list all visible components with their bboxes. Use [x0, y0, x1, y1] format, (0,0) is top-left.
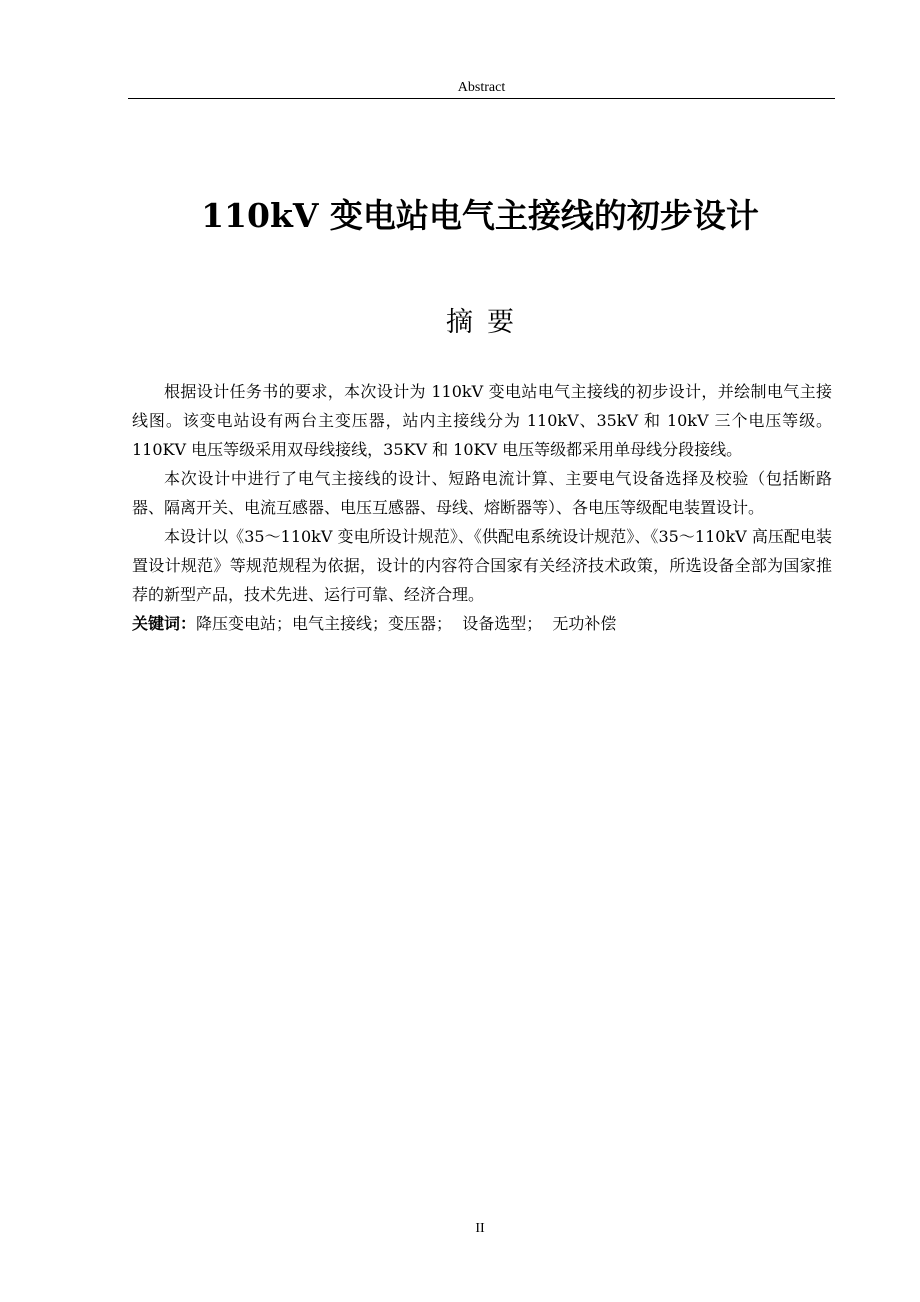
abstract-paragraph-2: 本次设计中进行了电气主接线的设计、短路电流计算、主要电气设备选择及校验（包括断路器、隔离开关、电流互感器、电压互感器、母线、熔断器等）、各电压等级配电装置设计。 — [132, 469, 832, 517]
abstract-body — [132, 377, 832, 638]
abstract-heading: 摘要 — [446, 307, 528, 338]
abstract-paragraph-1: 根据设计任务书的要求，本次设计为 110kV 变电站电气主接线的初步设计，并绘制电气主接线图。该变电站设有两台主变压器，站内主接线分为 110kV、35kV 和 10kV 三个电压等级。110KV 电压等级采用双母线接线，35KV 和 10KV 电压等级都采用单母线分段接线。 — [132, 382, 832, 459]
keywords-line — [132, 609, 832, 638]
header-rule — [128, 98, 835, 99]
keywords-text: 降压变电站；电气主接线；变压器； 设备选型； 无功补偿 — [196, 614, 617, 633]
abstract-paragraph-3: 本设计以《35～110kV 变电所设计规范》、《供配电系统设计规范》、《35～110kV 高压配电装置设计规范》等规范规程为依据，设计的内容符合国家有关经济技术政策，所选设备全部为国家推荐的新型产品，技术先进、运行可靠、经济合理。 — [132, 527, 832, 604]
page-number: II — [475, 1221, 485, 1236]
document-title: 110kV 变电站电气主接线的初步设计 — [201, 196, 759, 235]
running-header: Abstract — [457, 80, 506, 95]
keywords-label: 关键词： — [132, 614, 197, 633]
